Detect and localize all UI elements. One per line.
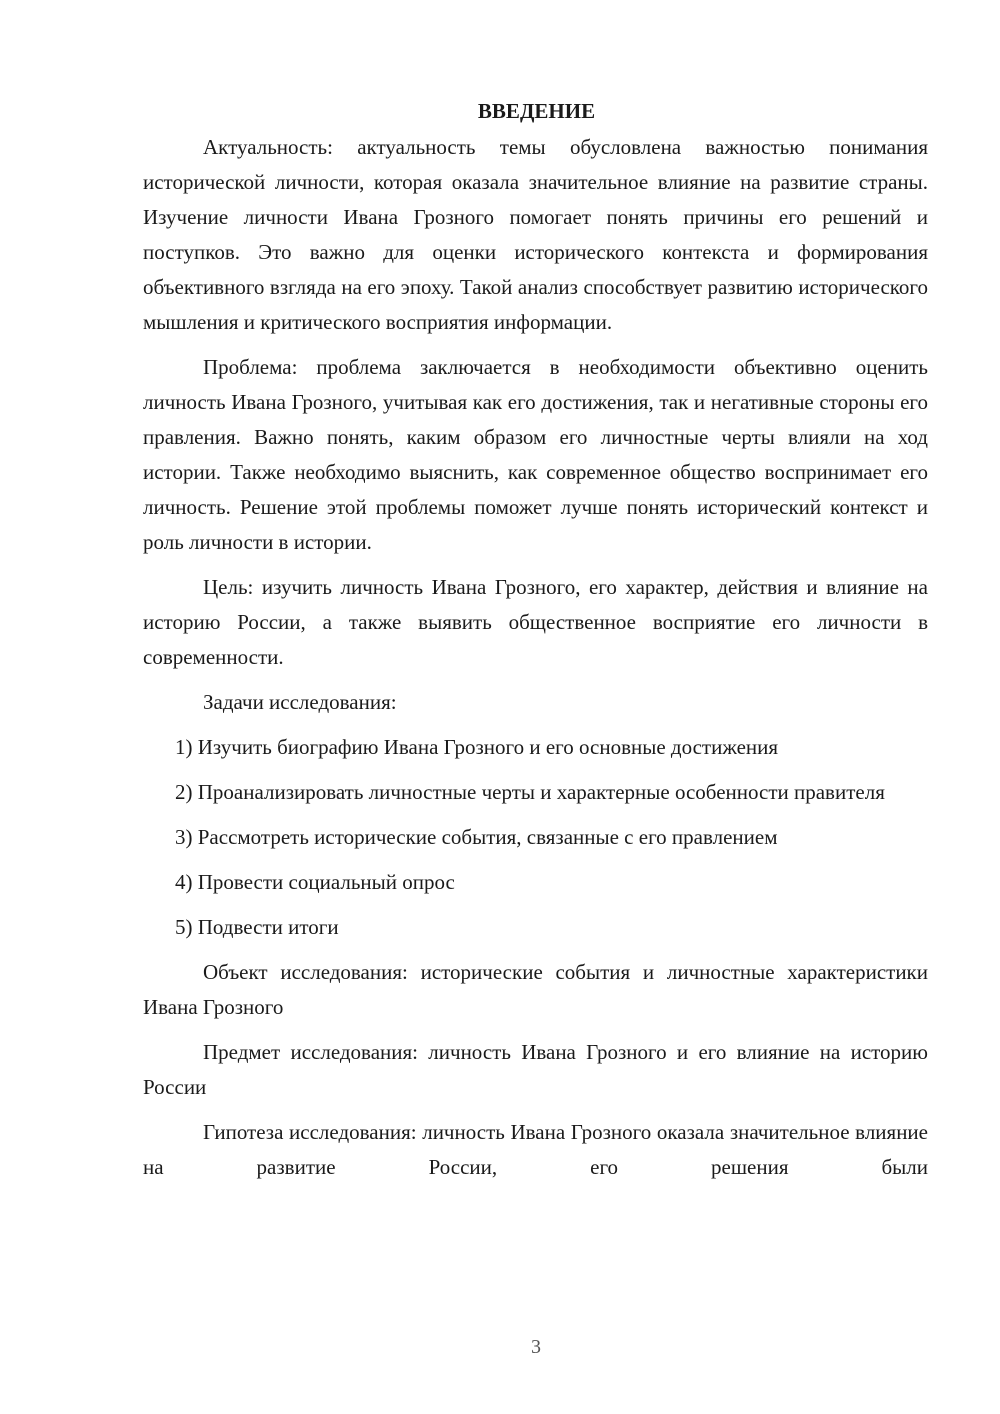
relevance-paragraph: Актуальность: актуальность темы обусловлена важностью понимания исторической личности, которая оказала значительное влияние на развитие страны. Изучение личности Ивана Грозного помогает понять причины его решений и поступков. Это важно для оценки исторического контекста и формирования объективного взгляда на его эпоху. Такой анализ способствует развитию исторического мышления и критического восприятия информации. <box>143 135 928 334</box>
task-item-2: 2) Проанализировать личностные черты и характерные особенности правителя <box>175 780 885 804</box>
task-item-1: 1) Изучить биографию Ивана Грозного и его основные достижения <box>175 735 779 759</box>
object-paragraph: Объект исследования: исторические события и личностные характеристики Ивана Грозного <box>143 960 928 1019</box>
task-item-3: 3) Рассмотреть исторические события, связанные с его правлением <box>175 825 778 849</box>
tasks-title: Задачи исследования: <box>203 690 397 714</box>
document-page <box>143 96 928 1195</box>
hypothesis-paragraph: Гипотеза исследования: личность Ивана Грозного оказала значительное влияние на развитие России, его решения были <box>143 1120 928 1179</box>
task-item-5: 5) Подвести итоги <box>175 915 339 939</box>
goal-paragraph: Цель: изучить личность Ивана Грозного, его характер, действия и влияние на историю России, а также выявить общественное восприятие его личности в современности. <box>143 575 928 669</box>
subject-paragraph: Предмет исследования: личность Ивана Грозного и его влияние на историю России <box>143 1040 928 1099</box>
problem-paragraph: Проблема: проблема заключается в необходимости объективно оценить личность Ивана Грозного, учитывая как его достижения, так и негативные стороны его правления. Важно понять, каким образом его личностные черты влияли на ход истории. Также необходимо выяснить, как современное общество воспринимает его личность. Решение этой проблемы поможет лучше понять исторический контекст и роль личности в истории. <box>143 355 928 554</box>
page-number: 3 <box>531 1336 541 1358</box>
task-item-4: 4) Провести социальный опрос <box>175 870 455 894</box>
section-heading: ВВЕДЕНИЕ <box>477 99 596 123</box>
